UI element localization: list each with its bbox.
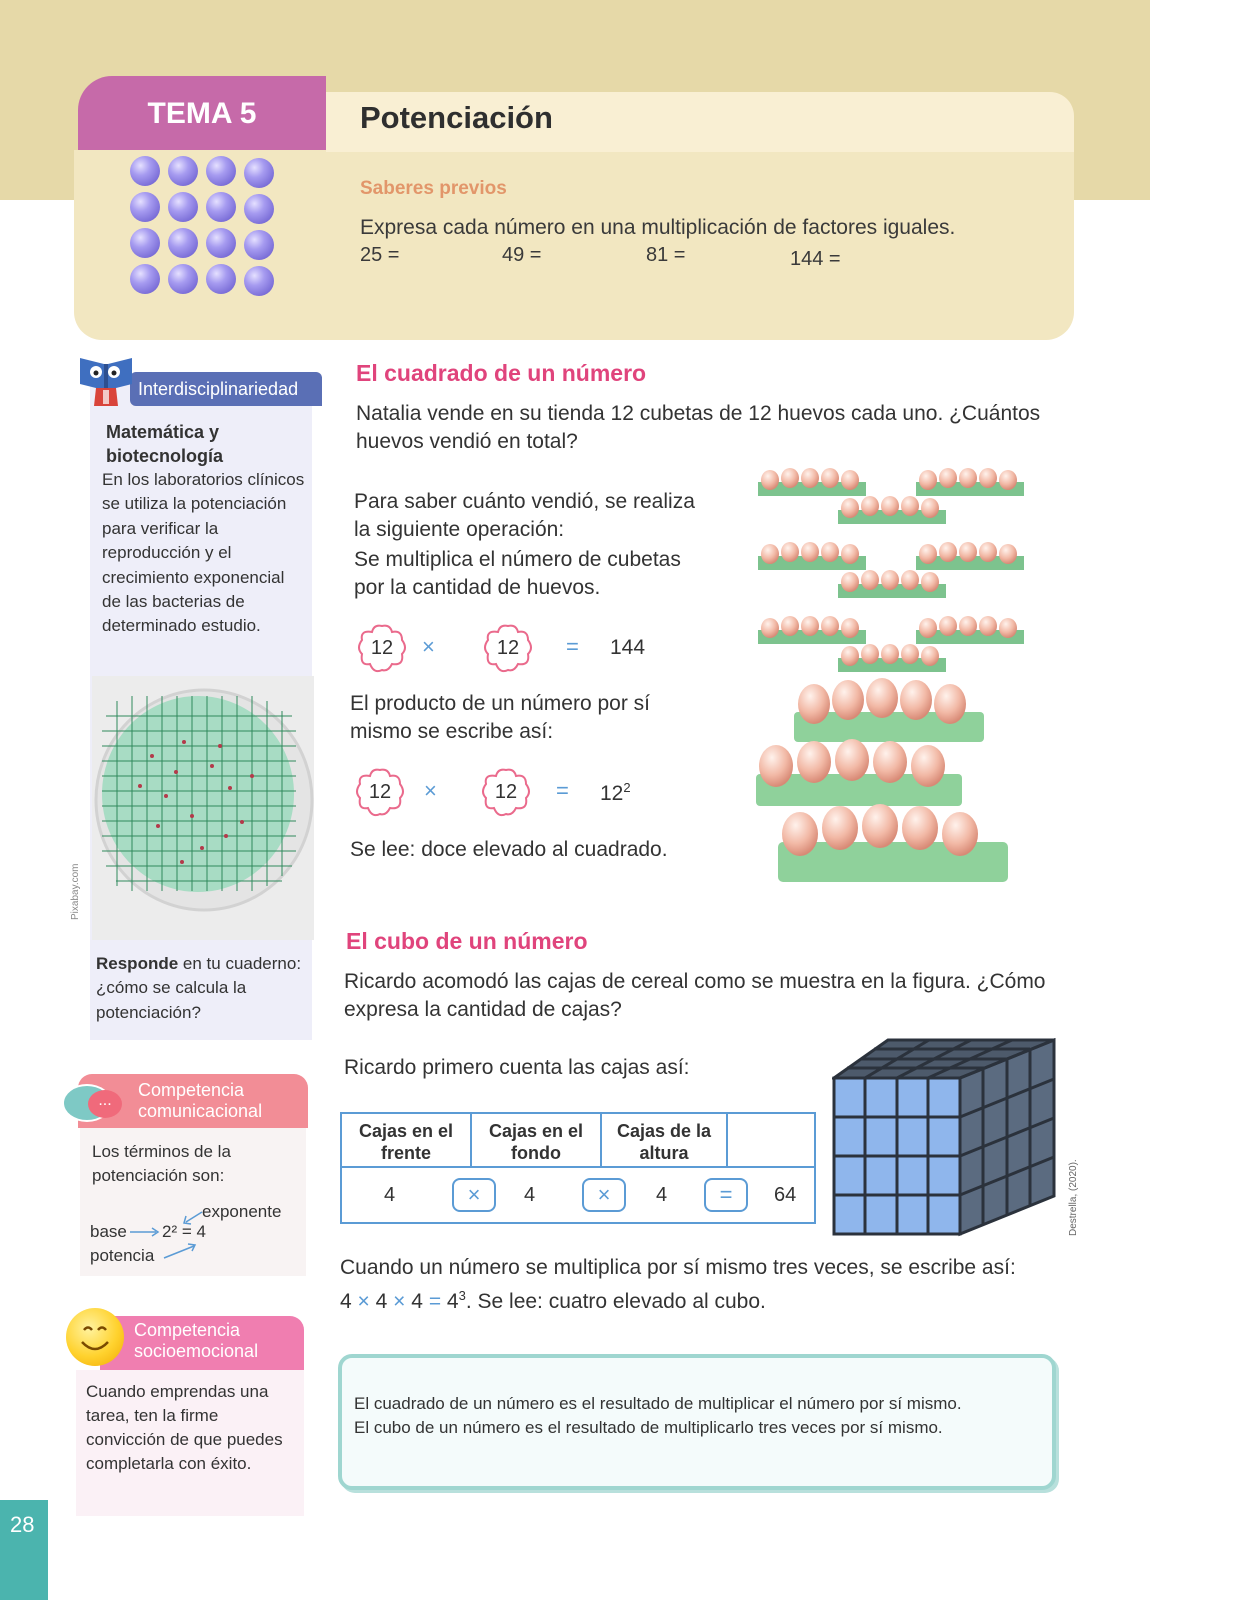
- table-header: [728, 1114, 814, 1168]
- exponent-label: exponente: [202, 1202, 282, 1221]
- factor-value: 12: [368, 781, 392, 803]
- saberes-item: 49 =: [502, 244, 542, 266]
- socioemocional-title: Competencia socioemocional: [134, 1320, 259, 1361]
- saberes-title: Saberes previos: [360, 178, 507, 199]
- product-result: 144: [610, 636, 646, 659]
- interdisciplinariedad-heading: Matemática y biotecnología: [106, 422, 223, 466]
- times-box: ×: [452, 1178, 496, 1212]
- cuadrado-explain-2: Se multiplica el número de cubetas por la cantidad de huevos.: [354, 548, 681, 599]
- saberes-instruction: Expresa cada número en una multiplicación de factores iguales.: [360, 216, 956, 239]
- cubo-expression: $4 \times 4 \times 4 = 4^3$. Se lee: cuatro elevado al cubo.: [340, 1288, 766, 1313]
- times-box: ×: [582, 1178, 626, 1212]
- factor-value: 12: [494, 781, 518, 803]
- summary-line: El cubo de un número es el resultado de multiplicarlo tres veces por sí mismo.: [354, 1418, 943, 1437]
- factor-value: 12: [370, 637, 394, 659]
- interdisciplinariedad-question: Responde en tu cuaderno: ¿cómo se calcula la potenciación?: [96, 954, 302, 1022]
- table-cell: 4: [656, 1184, 668, 1206]
- cuadrado-explain-1: Para saber cuánto vendió, se realiza la siguiente operación:: [354, 490, 695, 541]
- saberes-item: 81 =: [646, 244, 686, 266]
- box-count-table: [340, 1112, 816, 1224]
- petri-dish-image: [92, 676, 314, 940]
- egg-cartons-image: [754, 464, 1050, 900]
- speech-bubble-icon: ...: [88, 1090, 122, 1118]
- socioemocional-body: Cuando emprendas una tarea, ten la firme convicción de que puedes completarla con éxito.: [86, 1382, 283, 1473]
- table-header: Cajas en el fondo: [472, 1114, 602, 1168]
- summary-line: El cuadrado de un número es el resultado de multiplicar el número por sí mismo.: [354, 1394, 962, 1413]
- tema-label: TEMA 5: [78, 76, 326, 152]
- table-header-row: [342, 1114, 814, 1168]
- page-title: Potenciación: [360, 100, 553, 135]
- table-cell: 64: [774, 1184, 797, 1206]
- cuadrado-explain-3: El producto de un número por sí mismo se escribe así:: [350, 692, 651, 743]
- table-cell: 4: [384, 1184, 396, 1206]
- image-credit: Destrella, (2020).: [1068, 1159, 1079, 1236]
- equals-sign: =: [566, 634, 579, 659]
- spheres-illustration: [128, 154, 278, 296]
- smiley-icon: [66, 1308, 124, 1366]
- interdisciplinariedad-tab: Interdisciplinariedad: [130, 372, 322, 406]
- summary-text: [354, 1392, 1044, 1440]
- base-label: base: [90, 1222, 127, 1241]
- book-mascot-icon: [74, 350, 140, 416]
- term-arrows: [124, 1208, 208, 1268]
- interdisciplinariedad-body: En los laboratorios clínicos se utiliza la potenciación para verificar la reproducción y el crecimiento exponencial de las bacterias de determinado estudio.: [102, 470, 305, 636]
- cereal-box-cube-image: [832, 1038, 1056, 1238]
- power-label: potencia: [90, 1246, 155, 1265]
- saberes-item: 144 =: [790, 248, 841, 270]
- saberes-item: 25 =: [360, 244, 400, 266]
- cubo-title: El cubo de un número: [346, 928, 588, 954]
- cubo-explain: Cuando un número se multiplica por sí mismo tres veces, se escribe así:: [340, 1256, 1016, 1279]
- times-sign: ×: [422, 634, 435, 659]
- cubo-count-intro: Ricardo primero cuenta las cajas así:: [344, 1056, 690, 1079]
- cuadrado-title: El cuadrado de un número: [356, 360, 647, 386]
- equals-box: =: [704, 1178, 748, 1212]
- equals-sign: =: [556, 778, 569, 803]
- factor-value: 12: [496, 637, 520, 659]
- power-expression: 2² = 4: [162, 1222, 206, 1241]
- table-header: Cajas de la altura: [602, 1114, 728, 1168]
- table-cell: 4: [524, 1184, 536, 1206]
- power-result: $12^2$: [600, 780, 631, 805]
- cuadrado-problem: Natalia vende en su tienda 12 cubetas de 12 huevos cada uno. ¿Cuántos huevos vendió en total?: [356, 402, 1041, 453]
- table-header: Cajas en el frente: [342, 1114, 472, 1168]
- cubo-problem: Ricardo acomodó las cajas de cereal como se muestra en la figura. ¿Cómo expresa la cantidad de cajas?: [344, 970, 1046, 1021]
- photo-credit: Pixabay.com: [70, 863, 81, 920]
- times-sign: ×: [424, 778, 437, 803]
- cuadrado-reading: Se lee: doce elevado al cuadrado.: [350, 838, 668, 861]
- comunicacional-title: Competencia comunicacional: [138, 1080, 263, 1121]
- page-number: 28: [10, 1512, 35, 1537]
- comunicacional-body: Los términos de la potenciación son:: [92, 1142, 231, 1185]
